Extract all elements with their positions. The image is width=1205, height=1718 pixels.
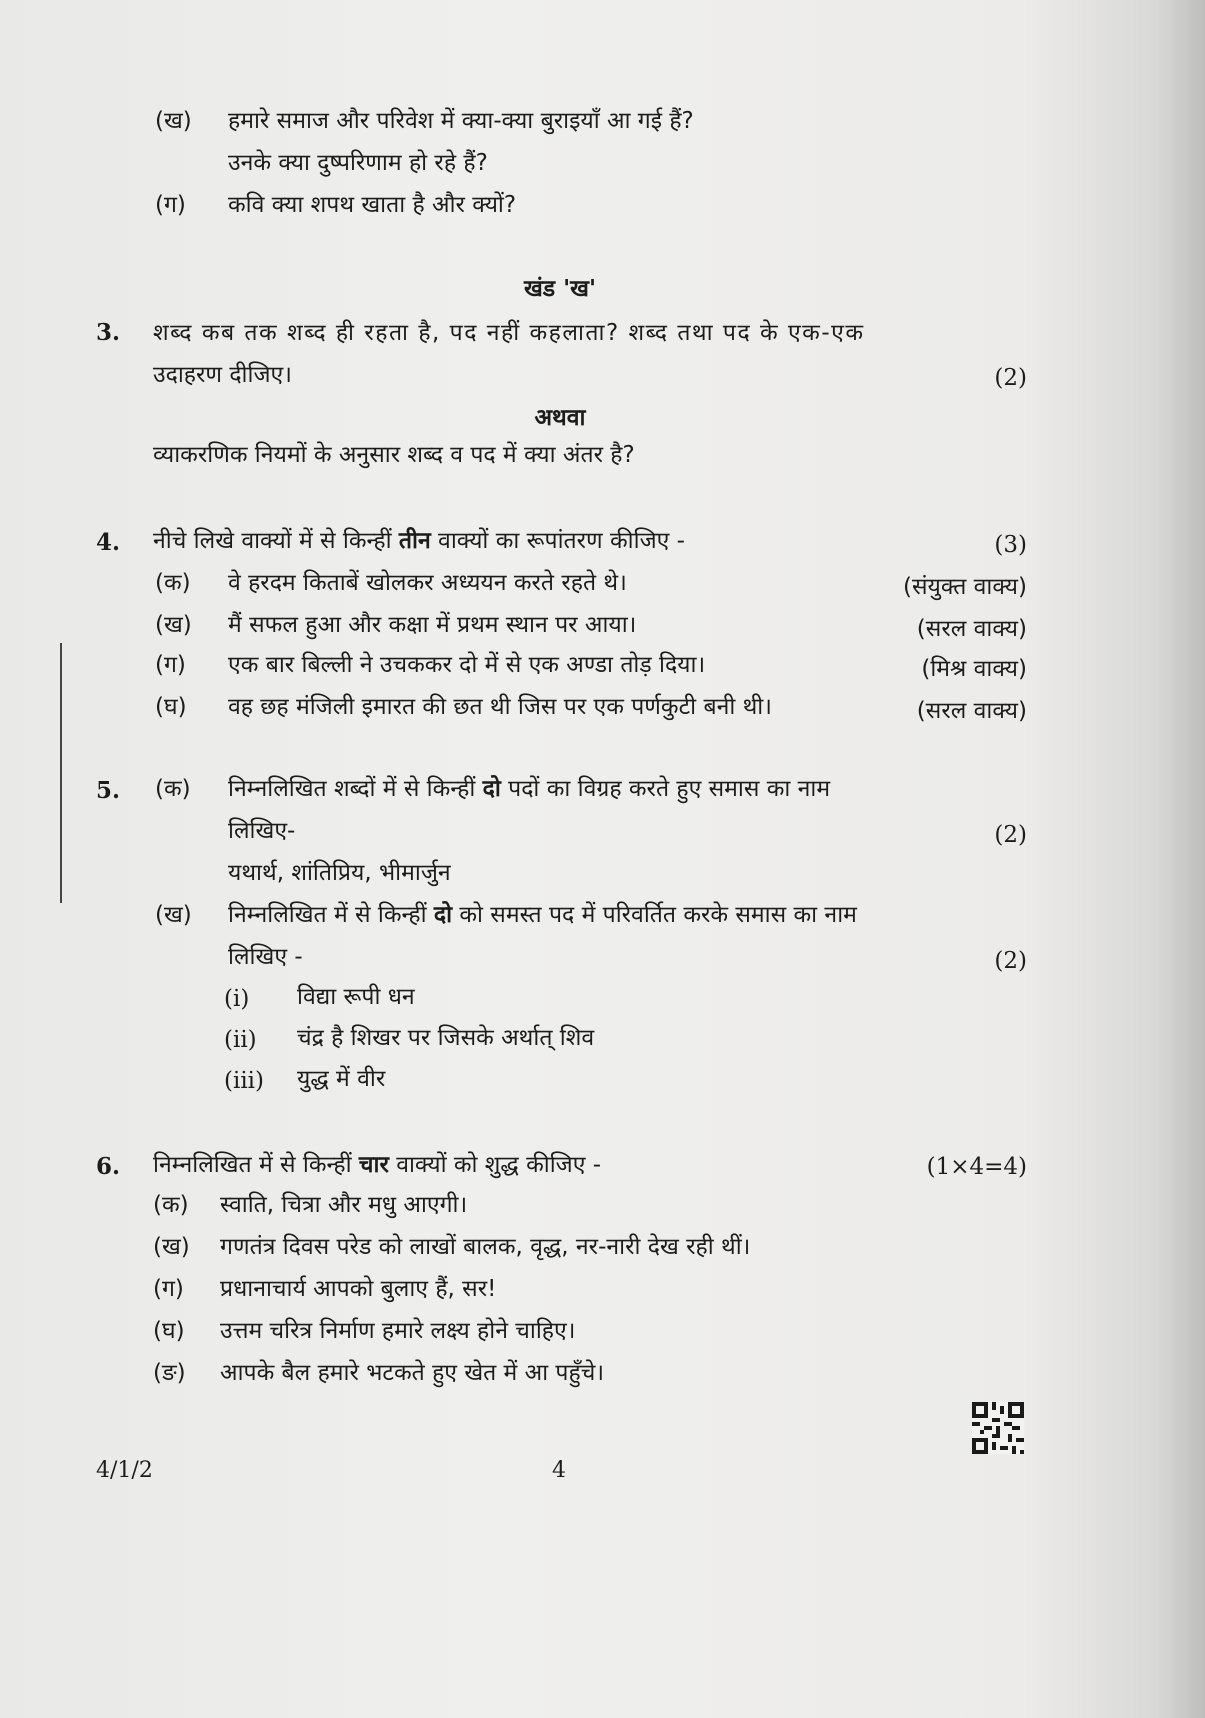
q4-item-label: (घ) [155, 694, 187, 720]
q4-item-text: मैं सफल हुआ और कक्षा में प्रथम स्थान पर आया। [228, 612, 637, 638]
q2-label-kha: (ख) [155, 108, 192, 134]
q4-item-type: (सरल वाक्य) [916, 616, 1027, 642]
q5a-question: निम्नलिखित शब्दों में से किन्हीं दो पदों का विग्रह करते हुए समास का नाम [228, 776, 831, 802]
q6-item-text: उत्तम चरित्र निर्माण हमारे लक्ष्य होने चाहिए। [220, 1318, 576, 1344]
q3-number: 3. [96, 319, 121, 346]
q4-item-label: (ख) [155, 612, 192, 638]
q2-kha-line1: हमारे समाज और परिवेश में क्या-क्या बुराइयाँ आ गई हैं? [228, 108, 694, 134]
q2-ga-line1: कवि क्या शपथ खाता है और क्यों? [228, 192, 517, 218]
qr-code-icon [972, 1402, 1024, 1454]
q5b-marks: (2) [994, 948, 1027, 974]
q4-item-type: (सरल वाक्य) [916, 698, 1027, 724]
q6-item-text: गणतंत्र दिवस परेड को लाखों बालक, वृद्ध, नर-नारी देख रही थीं। [220, 1234, 751, 1260]
q4-item-type: (संयुक्त वाक्य) [903, 574, 1027, 600]
q6-item-text: आपके बैल हमारे भटकते हुए खेत में आ पहुँचे। [220, 1360, 605, 1386]
q3-line1: शब्द कब तक शब्द ही रहता है, पद नहीं कहलाता? शब्द तथा पद के एक-एक [153, 320, 865, 346]
section-title: खंड 'ख' [523, 276, 597, 302]
q6-item-text: स्वाति, चित्रा और मधु आएगी। [220, 1192, 468, 1218]
q4-item-text: वे हरदम किताबें खोलकर अध्ययन करते रहते थे। [228, 570, 627, 596]
q5a-line2: लिखिए- [228, 818, 296, 844]
q5a-marks: (2) [994, 822, 1027, 848]
q5a-label: (क) [155, 776, 191, 802]
q6-item-label: (क) [153, 1192, 189, 1218]
q2-kha-line2: उनके क्या दुष्परिणाम हो रहे हैं? [228, 150, 488, 176]
q6-item-label: (ग) [153, 1276, 184, 1302]
q3-alt: व्याकरणिक नियमों के अनुसार शब्द व पद में क्या अंतर है? [153, 442, 635, 468]
q5b-item-label: (iii) [224, 1068, 265, 1094]
q6-item-text: प्रधानाचार्य आपको बुलाए हैं, सर! [220, 1276, 497, 1302]
page-number: 4 [552, 1458, 566, 1483]
q6-item-label: (ख) [153, 1234, 190, 1260]
q5b-item-text: चंद्र है शिखर पर जिसके अर्थात् शिव [297, 1025, 595, 1051]
q5a-words: यथार्थ, शांतिप्रिय, भीमार्जुन [228, 860, 451, 886]
q6-item-label: (घ) [153, 1318, 185, 1344]
q3-or-label: अथवा [534, 405, 586, 431]
q3-line2: उदाहरण दीजिए। [153, 362, 292, 388]
q6-item-label: (ङ) [153, 1360, 186, 1386]
q5-number: 5. [96, 777, 121, 804]
q5b-item-text: विद्या रूपी धन [297, 984, 415, 1010]
q4-item-type: (मिश्र वाक्य) [921, 656, 1027, 682]
q5b-question: निम्नलिखित में से किन्हीं दो को समस्त पद में परिवर्तित करके समास का नाम [228, 902, 857, 928]
footer-code: 4/1/2 [96, 1458, 153, 1483]
q4-number: 4. [96, 529, 121, 556]
q4-question: नीचे लिखे वाक्यों में से किन्हीं तीन वाक्यों का रूपांतरण कीजिए - [153, 528, 685, 554]
q4-item-label: (क) [155, 570, 191, 596]
q5b-label: (ख) [155, 902, 192, 928]
q4-item-text: वह छह मंजिली इमारत की छत थी जिस पर एक पर्णकुटी बनी थी। [228, 694, 772, 720]
q2-label-ga: (ग) [155, 192, 186, 218]
q4-item-text: एक बार बिल्ली ने उचककर दो में से एक अण्डा तोड़ दिया। [228, 652, 706, 678]
q6-marks: (1×4=4) [926, 1154, 1027, 1180]
q5b-item-text: युद्ध में वीर [297, 1066, 386, 1092]
q4-marks: (3) [994, 532, 1027, 558]
q3-marks: (2) [994, 365, 1027, 391]
margin-line [60, 643, 62, 903]
q5b-line2: लिखिए - [228, 944, 303, 970]
q4-item-label: (ग) [155, 652, 186, 678]
q6-number: 6. [96, 1153, 121, 1180]
q6-question: निम्नलिखित में से किन्हीं चार वाक्यों को शुद्ध कीजिए - [153, 1152, 602, 1178]
q5b-item-label: (ii) [224, 1027, 257, 1053]
q5b-item-label: (i) [224, 986, 250, 1012]
